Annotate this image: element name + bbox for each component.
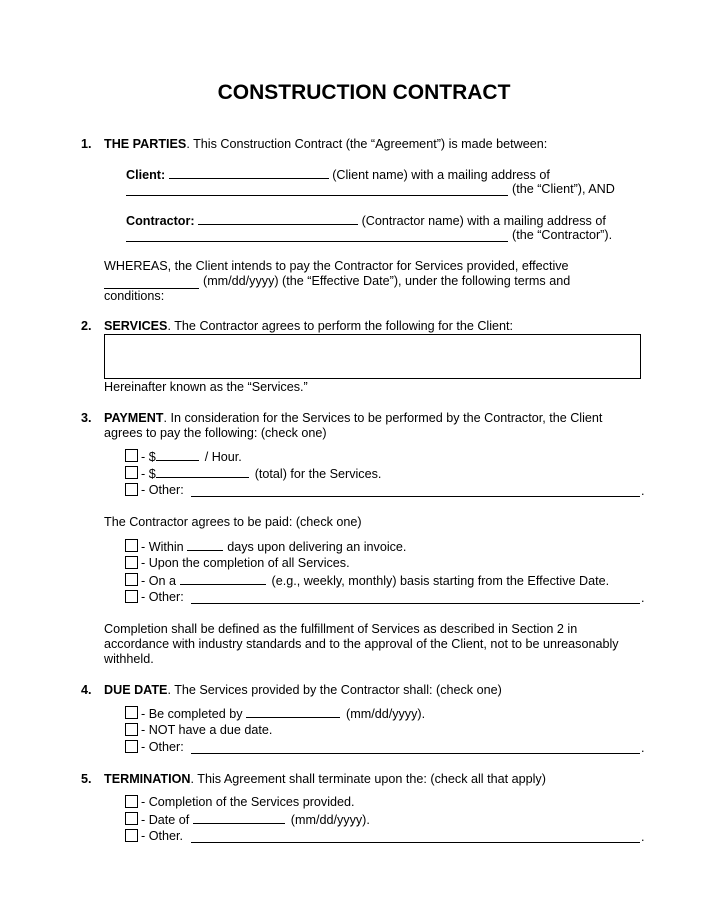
paid-within-option xyxy=(141,539,406,555)
paid-within-checkbox[interactable] xyxy=(125,539,138,552)
payment-hour-checkbox[interactable] xyxy=(125,449,138,462)
due-by-prefix: - Be completed by xyxy=(141,707,243,721)
section-2-intro xyxy=(104,319,513,334)
section-4-intro xyxy=(104,683,502,698)
hourly-rate-field[interactable] xyxy=(156,449,199,461)
payment-other-label: - Other: xyxy=(141,483,184,497)
whereas-line-2: (mm/dd/yyyy) (the “Effective Date”), under the following terms and xyxy=(203,274,571,288)
section-4-number: 4. xyxy=(81,683,92,697)
paid-within-days-field[interactable] xyxy=(187,539,223,551)
whereas-line-1: WHEREAS, the Client intends to pay the Contractor for Services provided, effective xyxy=(104,259,569,273)
paid-completion-checkbox[interactable] xyxy=(125,556,138,569)
paid-within-suffix: days upon delivering an invoice. xyxy=(227,540,407,554)
due-none-option: - NOT have a due date. xyxy=(141,723,273,737)
section-5-intro-text: . This Agreement shall terminate upon the: (check all that apply) xyxy=(190,772,546,786)
due-by-suffix: (mm/dd/yyyy). xyxy=(346,707,426,721)
termination-date-field[interactable] xyxy=(193,812,285,824)
termination-date-option xyxy=(141,812,370,828)
termination-date-suffix: (mm/dd/yyyy). xyxy=(290,813,370,827)
paid-basis-prefix: - On a xyxy=(141,574,176,588)
payment-total-prefix: - $ xyxy=(141,467,156,481)
termination-date-checkbox[interactable] xyxy=(125,812,138,825)
payment-other-checkbox[interactable] xyxy=(125,483,138,496)
section-4-heading: DUE DATE xyxy=(104,683,168,697)
payment-hour-option xyxy=(141,449,242,465)
client-suffix: (Client name) with a mailing address of xyxy=(332,168,550,182)
payment-hour-prefix: - $ xyxy=(141,450,156,464)
paid-basis-checkbox[interactable] xyxy=(125,573,138,586)
termination-date-prefix: - Date of xyxy=(141,813,190,827)
paid-other-checkbox[interactable] xyxy=(125,590,138,603)
payment-other-field[interactable] xyxy=(191,496,640,497)
section-2-number: 2. xyxy=(81,319,92,333)
section-3-number: 3. xyxy=(81,411,92,425)
due-by-checkbox[interactable] xyxy=(125,706,138,719)
due-by-option xyxy=(141,706,425,722)
paid-completion-option: - Upon the completion of all Services. xyxy=(141,556,350,570)
termination-other-period: . xyxy=(641,830,645,844)
termination-other-label: - Other. xyxy=(141,829,183,843)
termination-completion-checkbox[interactable] xyxy=(125,795,138,808)
section-1-heading: THE PARTIES xyxy=(104,137,187,151)
due-date-field[interactable] xyxy=(246,706,340,718)
paid-basis-suffix: (e.g., weekly, monthly) basis starting from the Effective Date. xyxy=(271,574,610,588)
services-text-box[interactable] xyxy=(104,334,641,379)
total-amount-field[interactable] xyxy=(156,466,249,478)
due-other-period: . xyxy=(641,741,645,755)
payment-hour-suffix: / Hour. xyxy=(204,450,242,464)
paid-basis-field[interactable] xyxy=(180,573,266,585)
payment-total-checkbox[interactable] xyxy=(125,466,138,479)
section-1-number: 1. xyxy=(81,137,92,151)
contractor-line xyxy=(126,213,606,229)
due-other-label: - Other: xyxy=(141,740,184,754)
section-5-intro xyxy=(104,772,546,787)
paid-other-period: . xyxy=(641,591,645,605)
section-4-intro-text: . The Services provided by the Contractor shall: (check one) xyxy=(167,683,502,697)
client-label: Client: xyxy=(126,168,166,182)
client-line xyxy=(126,167,550,183)
contractor-address-field[interactable] xyxy=(126,241,508,242)
contractor-label: Contractor: xyxy=(126,214,195,228)
client-tail: (the “Client”), AND xyxy=(512,182,615,196)
completion-line-2: accordance with industry standards and to the approval of the Client, not to be unreasonably xyxy=(104,637,619,651)
due-other-field[interactable] xyxy=(191,753,640,754)
termination-other-field[interactable] xyxy=(191,842,640,843)
termination-other-checkbox[interactable] xyxy=(125,829,138,842)
document-title: CONSTRUCTION CONTRACT xyxy=(217,81,511,104)
contractor-suffix: (Contractor name) with a mailing address of xyxy=(361,214,606,228)
client-name-field[interactable] xyxy=(169,167,329,179)
completion-line-3: withheld. xyxy=(104,652,154,666)
section-5-heading: TERMINATION xyxy=(104,772,191,786)
due-none-checkbox[interactable] xyxy=(125,723,138,736)
paid-intro: The Contractor agrees to be paid: (check one) xyxy=(104,515,362,529)
section-2-heading: SERVICES xyxy=(104,319,168,333)
completion-line-1: Completion shall be defined as the fulfillment of Services as described in Section 2 in xyxy=(104,622,578,636)
due-other-checkbox[interactable] xyxy=(125,740,138,753)
contractor-name-field[interactable] xyxy=(198,213,358,225)
section-1-intro-text: . This Construction Contract (the “Agreement”) is made between: xyxy=(186,137,548,151)
payment-total-option xyxy=(141,466,381,482)
section-1-intro xyxy=(104,137,547,152)
payment-other-period: . xyxy=(641,484,645,498)
whereas-line-3: conditions: xyxy=(104,289,165,303)
section-3-intro xyxy=(104,411,602,426)
services-after: Hereinafter known as the “Services.” xyxy=(104,380,308,394)
section-3-intro-text: . In consideration for the Services to be performed by the Contractor, the Client xyxy=(163,411,603,425)
paid-other-label: - Other: xyxy=(141,590,184,604)
paid-basis-option xyxy=(141,573,609,589)
payment-total-suffix: (total) for the Services. xyxy=(254,467,382,481)
section-3-heading: PAYMENT xyxy=(104,411,164,425)
contractor-tail: (the “Contractor”). xyxy=(512,228,613,242)
section-3-intro-2: agrees to pay the following: (check one) xyxy=(104,426,327,440)
client-address-field[interactable] xyxy=(126,195,508,196)
paid-other-field[interactable] xyxy=(191,603,640,604)
termination-completion-option: - Completion of the Services provided. xyxy=(141,795,355,809)
paid-within-prefix: - Within xyxy=(141,540,184,554)
section-5-number: 5. xyxy=(81,772,92,786)
section-2-intro-text: . The Contractor agrees to perform the following for the Client: xyxy=(167,319,514,333)
